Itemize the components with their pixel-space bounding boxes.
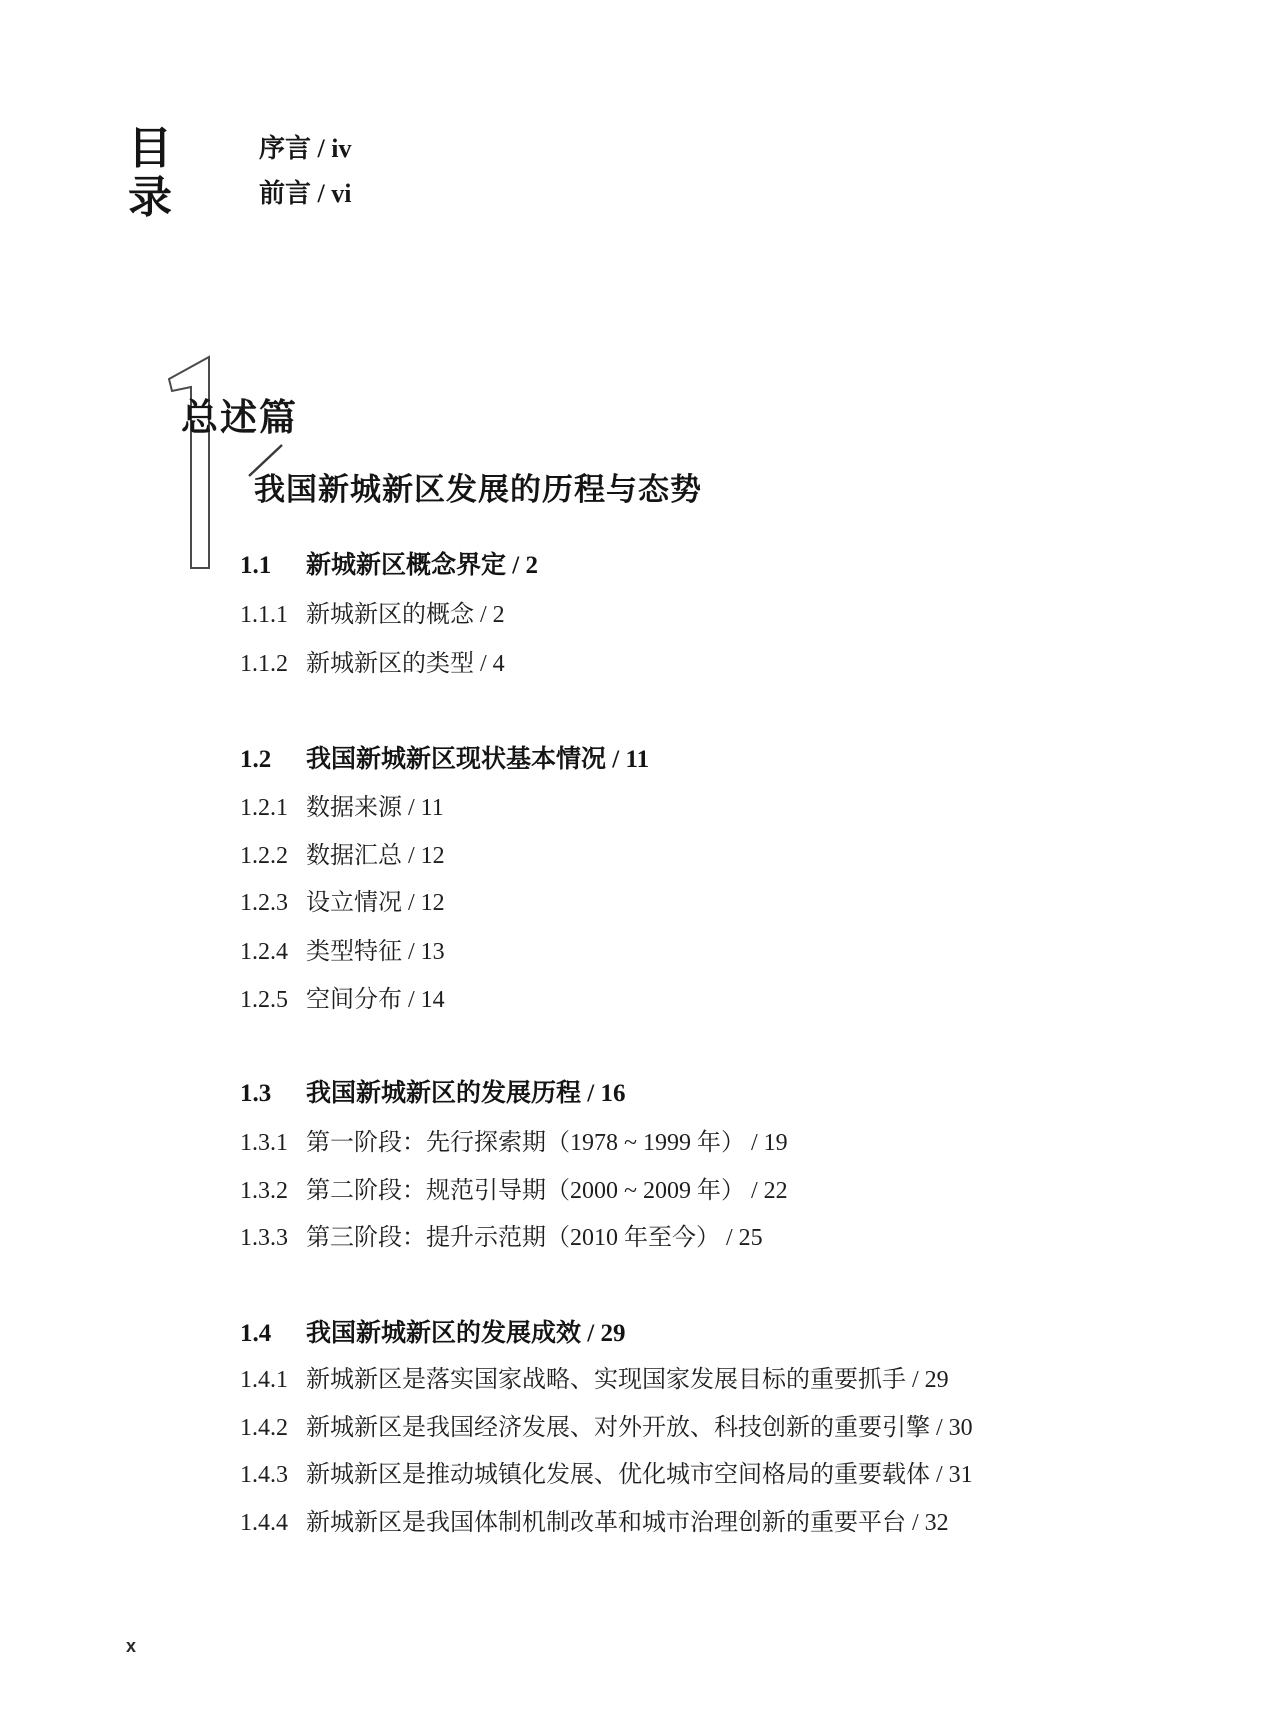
entry-number: 1.1.2	[240, 651, 288, 677]
toc-entry	[240, 1222, 1219, 1254]
entry-number: 1.2.2	[240, 843, 288, 869]
chapter-title: 我国新城新区发展的历程与态势	[254, 472, 702, 507]
entry-label: 第三阶段：提升示范期（2010 年至今）	[306, 1225, 720, 1251]
entry-label: 数据来源	[306, 795, 402, 821]
toc-entry	[240, 648, 1219, 680]
entry-label: 空间分布	[306, 987, 402, 1013]
entry-label: 我国新城新区的发展历程	[306, 1080, 582, 1107]
entry-label: 新城新区是推动城镇化发展、优化城市空间格局的重要载体	[306, 1462, 930, 1488]
entry-page: 12	[420, 843, 445, 869]
entry-label: 第二阶段：规范引导期（2000 ~ 2009 年）	[306, 1178, 745, 1204]
separator: /	[474, 602, 493, 628]
separator: /	[311, 179, 332, 208]
entry-number: 1.4.2	[240, 1415, 288, 1441]
entry-number: 1.2.5	[240, 987, 288, 1013]
entry-number: 1.4.4	[240, 1510, 288, 1536]
entry-label: 第一阶段：先行探索期（1978 ~ 1999 年）	[306, 1130, 745, 1156]
toc-entry	[240, 1364, 1219, 1396]
entry-page: 29	[600, 1320, 626, 1347]
separator: /	[720, 1225, 739, 1251]
entry-number: 1.3	[240, 1080, 272, 1107]
entry-page: 14	[420, 987, 445, 1013]
toc-entry	[240, 1078, 1219, 1110]
separator: /	[930, 1462, 949, 1488]
separator: /	[930, 1415, 949, 1441]
entry-page: 22	[763, 1178, 788, 1204]
entry-page: 2	[492, 602, 505, 628]
entry-label: 新城新区概念界定	[306, 552, 507, 579]
entry-page: 32	[924, 1510, 949, 1536]
toc-entry	[240, 1459, 1219, 1491]
toc-entry	[240, 887, 1219, 919]
separator: /	[744, 1130, 764, 1156]
separator: /	[744, 1178, 764, 1204]
toc-heading: 目录	[128, 124, 176, 222]
front-matter-page: vi	[331, 179, 352, 208]
entry-number: 1.1	[240, 552, 272, 579]
entry-page: 12	[420, 890, 445, 916]
front-matter-preface	[259, 134, 351, 164]
entry-page: 11	[420, 795, 444, 821]
entry-number: 1.4.3	[240, 1462, 288, 1488]
separator: /	[474, 651, 493, 677]
separator: /	[606, 746, 626, 773]
entry-page: 4	[492, 651, 505, 677]
entry-page: 13	[420, 939, 445, 965]
entry-number: 1.3.3	[240, 1225, 288, 1251]
entry-page: 11	[625, 746, 650, 773]
entry-page: 16	[600, 1080, 626, 1107]
separator: /	[581, 1320, 601, 1347]
entry-number: 1.2.1	[240, 795, 288, 821]
separator: /	[402, 843, 421, 869]
separator: /	[581, 1080, 601, 1107]
entry-page: 19	[763, 1130, 788, 1156]
entry-number: 1.4.1	[240, 1367, 288, 1393]
entry-number: 1.2.3	[240, 890, 288, 916]
entry-label: 新城新区是落实国家战略、实现国家发展目标的重要抓手	[306, 1367, 906, 1393]
toc-entry	[240, 1175, 1219, 1207]
front-matter-foreword	[259, 179, 351, 209]
toc-entry	[240, 1507, 1219, 1539]
separator: /	[402, 987, 421, 1013]
toc-entry	[240, 792, 1219, 824]
entry-number: 1.4	[240, 1320, 272, 1347]
page-number: x	[126, 1636, 137, 1656]
toc-entry	[240, 936, 1219, 968]
toc-entry	[240, 1127, 1219, 1159]
separator: /	[311, 134, 332, 163]
entry-page: 31	[948, 1462, 973, 1488]
entry-label: 类型特征	[306, 939, 402, 965]
front-matter-label: 前言	[259, 179, 312, 208]
chapter-number-outline-numeral	[160, 350, 222, 576]
entry-label: 新城新区的类型	[306, 651, 474, 677]
entry-page: 25	[738, 1225, 763, 1251]
entry-label: 新城新区是我国体制机制改革和城市治理创新的重要平台	[306, 1510, 906, 1536]
entry-page: 30	[948, 1415, 973, 1441]
entry-label: 设立情况	[306, 890, 402, 916]
front-matter-label: 序言	[259, 134, 312, 163]
front-matter-page: iv	[331, 134, 352, 163]
toc-entry	[240, 744, 1219, 776]
entry-label: 新城新区的概念	[306, 602, 474, 628]
entry-label: 我国新城新区的发展成效	[306, 1320, 582, 1347]
entry-page: 2	[525, 552, 538, 579]
toc-entry	[240, 840, 1219, 872]
toc-entry	[240, 1318, 1219, 1350]
part-label: 总述篇	[181, 398, 298, 439]
entry-number: 1.2	[240, 746, 272, 773]
toc-entry	[240, 984, 1219, 1016]
entry-number: 1.3.2	[240, 1178, 288, 1204]
entry-label: 新城新区是我国经济发展、对外开放、科技创新的重要引擎	[306, 1415, 930, 1441]
toc-entry	[240, 599, 1219, 631]
separator: /	[402, 939, 421, 965]
toc-entry	[240, 550, 1219, 582]
entry-number: 1.1.1	[240, 602, 288, 628]
separator: /	[402, 890, 421, 916]
entry-number: 1.2.4	[240, 939, 288, 965]
entry-label: 数据汇总	[306, 843, 402, 869]
separator: /	[906, 1367, 925, 1393]
entry-label: 我国新城新区现状基本情况	[306, 746, 607, 773]
toc-entry	[240, 1412, 1219, 1444]
separator: /	[402, 795, 421, 821]
separator: /	[506, 552, 526, 579]
entry-page: 29	[924, 1367, 949, 1393]
entry-number: 1.3.1	[240, 1130, 288, 1156]
separator: /	[906, 1510, 925, 1536]
